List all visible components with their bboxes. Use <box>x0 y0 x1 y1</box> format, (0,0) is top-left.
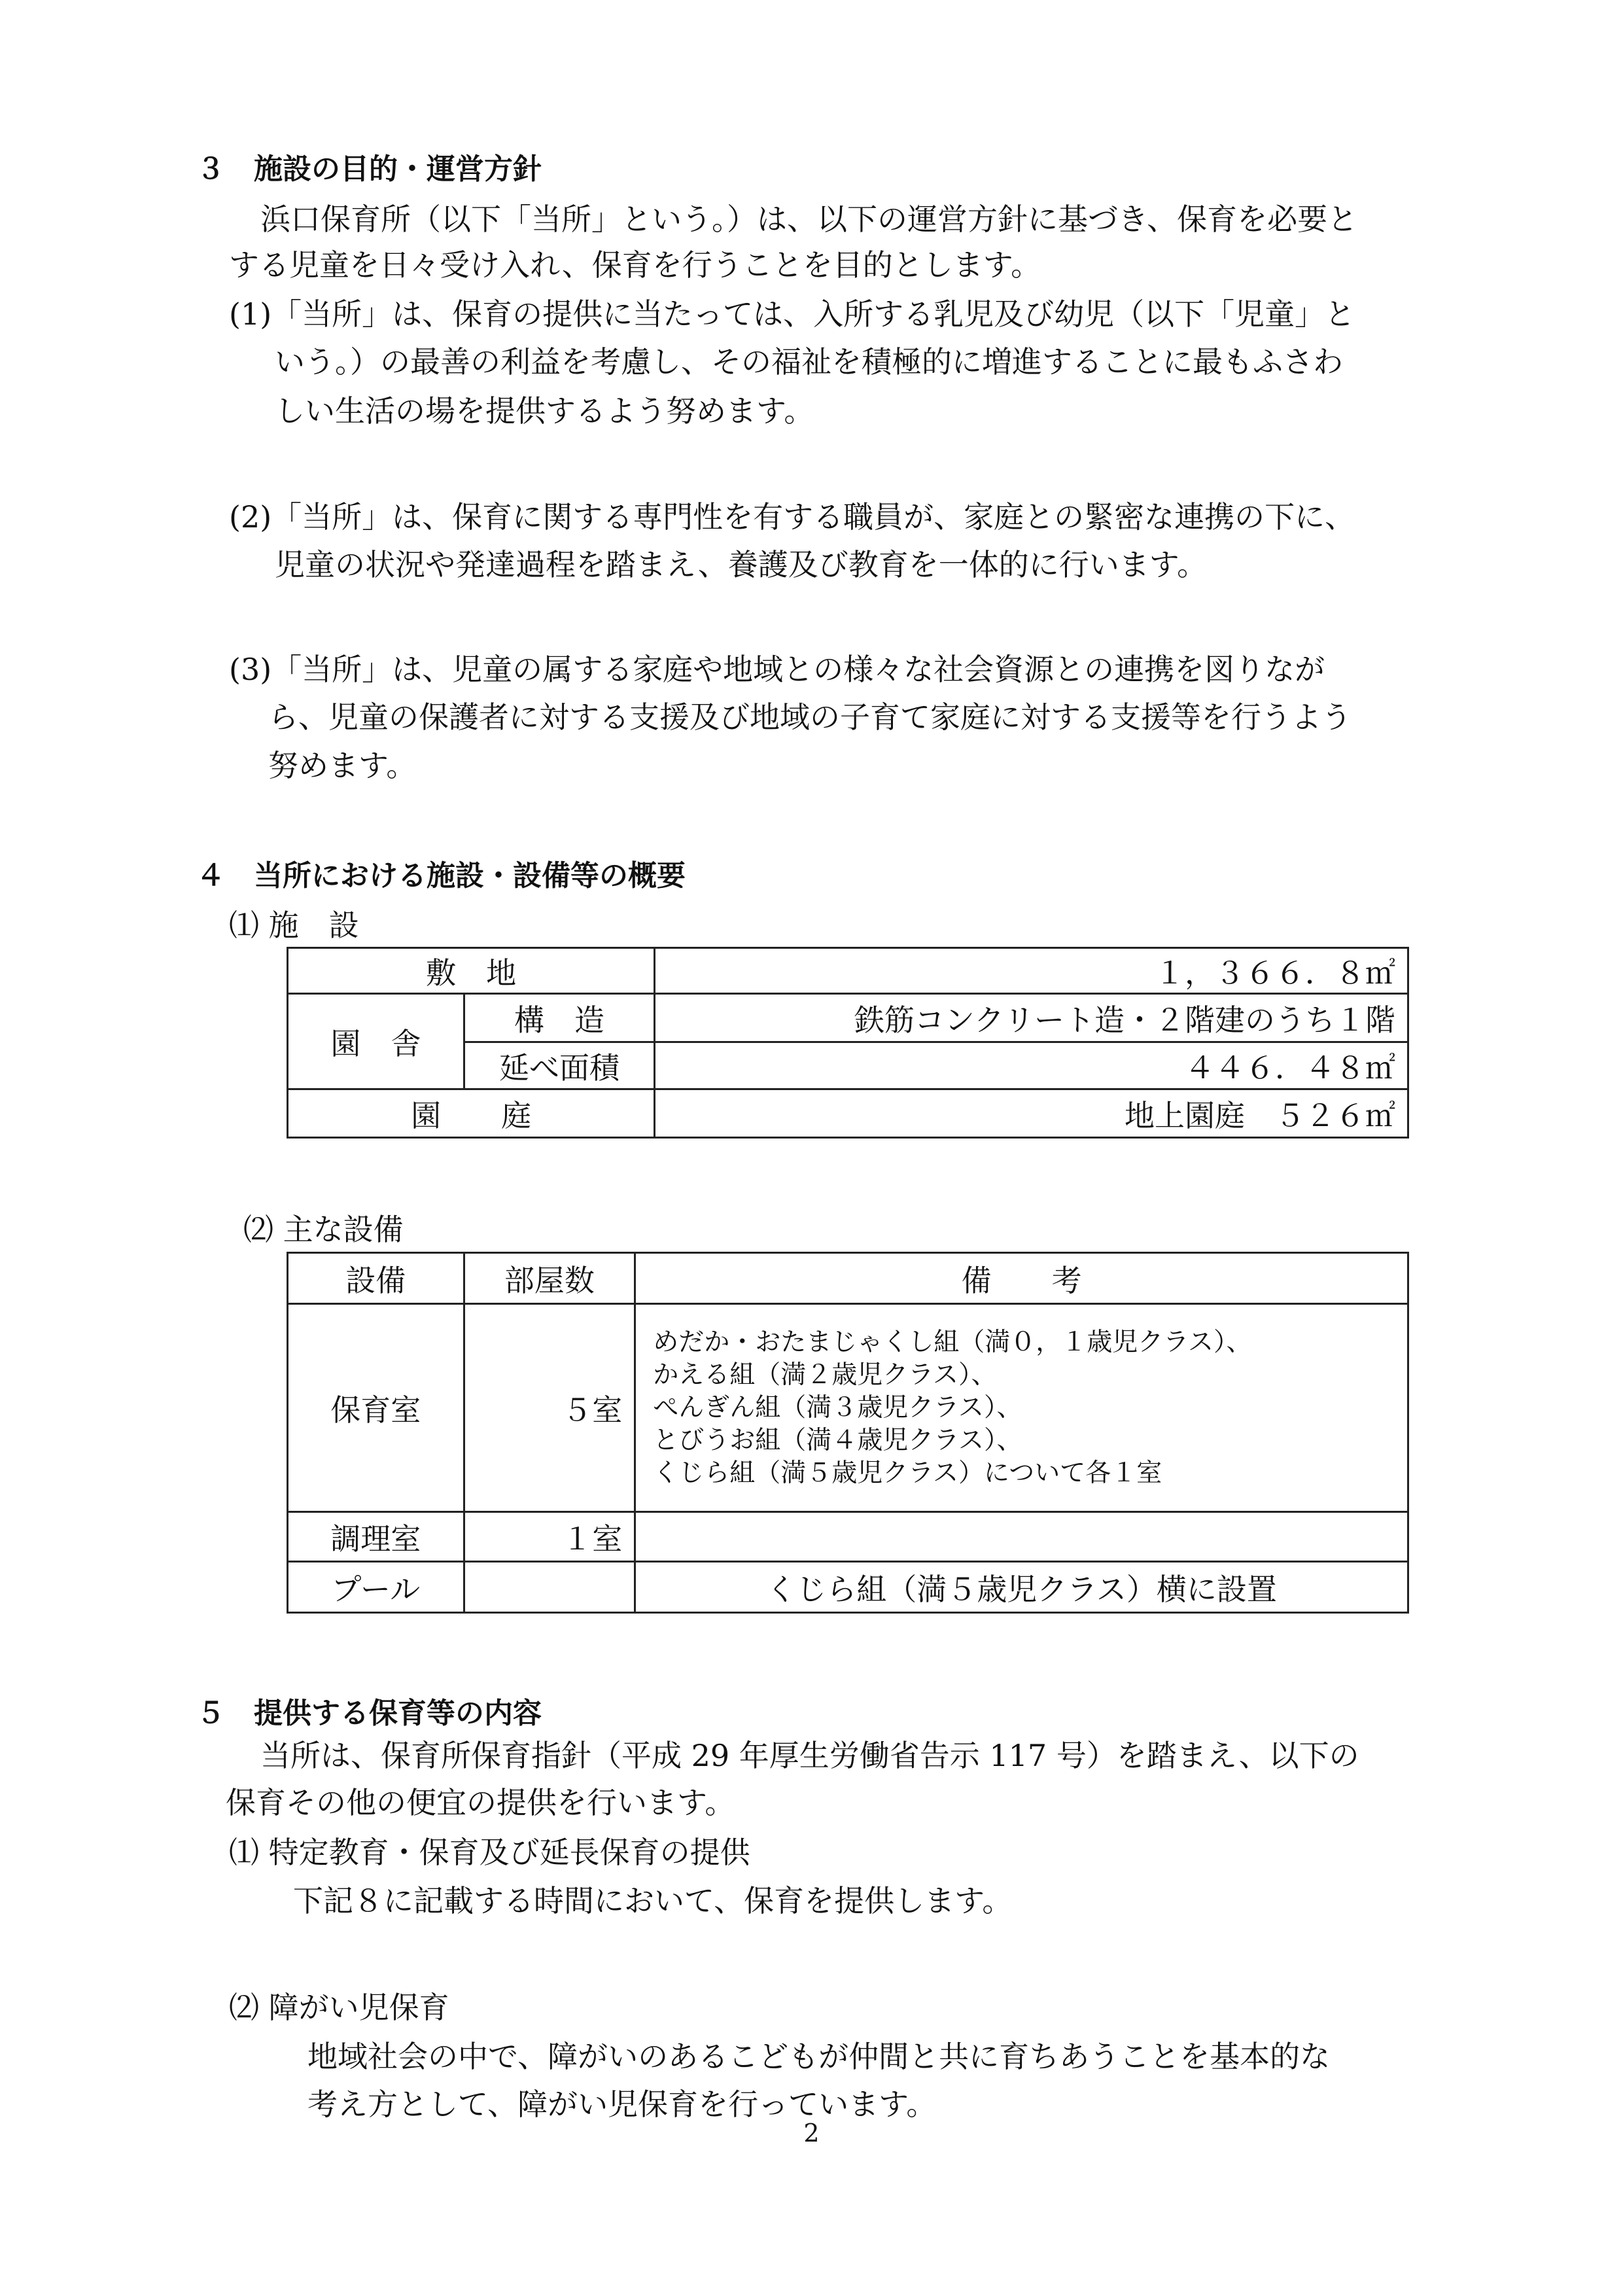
site-value: １，３６６．８㎡ <box>655 948 1408 994</box>
section-4-heading: ４ 当所における施設・設備等の概要 <box>196 859 686 892</box>
floor-area-label: 延べ面積 <box>464 1042 655 1089</box>
note-line: くじら組（満５歳児クラス）について各１室 <box>653 1458 1162 1488</box>
structure-label: 構 造 <box>464 994 655 1042</box>
facility-title: ⑴ 施 設 <box>229 908 359 943</box>
equipment-table <box>287 1252 1409 1614</box>
service-2-body-line-1: 地域社会の中で、障がいのあるこどもが仲間と共に育ちあうことを基本的な <box>307 2039 1331 2074</box>
item-3-line-3: 努めます。 <box>268 748 417 783</box>
site-label: 敷 地 <box>288 948 655 994</box>
service-2-body-line-2: 考え方として、障がい児保育を行っています。 <box>307 2087 937 2122</box>
note-line: かえる組（満２歳児クラス）、 <box>653 1360 997 1390</box>
kitchen-count: １室 <box>464 1512 635 1562</box>
nursery-room-count: ５室 <box>464 1304 635 1512</box>
header-equipment: 設備 <box>288 1253 464 1304</box>
garden-value: 地上園庭 ５２６㎡ <box>655 1089 1408 1138</box>
item-1-line-3: しい生活の場を提供するよう努めます。 <box>275 393 814 429</box>
facility-table <box>287 947 1409 1139</box>
page-number: 2 <box>803 2119 820 2147</box>
item-3-line-2: ら、児童の保護者に対する支援及び地域の子育て家庭に対する支援等を行うよう <box>268 699 1352 735</box>
item-1-line-2: いう。）の最善の利益を考慮し、その福祉を積極的に増進することに最もふさわ <box>275 344 1343 380</box>
note-line: めだか・おたまじゃくし組（満０，１歳児クラス）、 <box>653 1327 1252 1357</box>
pool-count <box>464 1562 635 1613</box>
floor-area-value: ４４６．４８㎡ <box>655 1042 1408 1089</box>
note-line: とびうお組（満４歳児クラス）、 <box>653 1425 1022 1455</box>
nursery-room-notes <box>635 1304 1408 1512</box>
section-5-intro-line-2: 保育その他の便宜の提供を行います。 <box>226 1785 735 1820</box>
item-3-line-1: (3)「当所」は、児童の属する家庭や地域との様々な社会資源との連携を図りなが <box>229 652 1325 687</box>
section-3-heading: ３ 施設の目的・運営方針 <box>196 152 542 186</box>
item-2-line-1: (2)「当所」は、保育に関する専門性を有する職員が、家庭との緊密な連携の下に、 <box>229 499 1355 535</box>
kitchen-label: 調理室 <box>288 1512 464 1562</box>
pool-label: プール <box>288 1562 464 1613</box>
equipment-title: ⑵ 主な設備 <box>243 1212 404 1247</box>
service-1-title: ⑴ 特定教育・保育及び延長保育の提供 <box>229 1835 750 1870</box>
header-remarks: 備 考 <box>635 1253 1408 1304</box>
item-1-line-1: (1)「当所」は、保育の提供に当たっては、入所する乳児及び幼児（以下「児童」と <box>229 296 1355 332</box>
header-room-count: 部屋数 <box>464 1253 635 1304</box>
pool-note: くじら組（満５歳児クラス）横に設置 <box>635 1562 1408 1613</box>
section-3-intro-line-2: する児童を日々受け入れ、保育を行うことを目的とします。 <box>229 247 1041 283</box>
service-2-title: ⑵ 障がい児保育 <box>229 1990 449 2025</box>
section-5-intro-line-1: 当所は、保育所保育指針（平成 29 年厚生労働省告示 117 号）を踏まえ、以下の <box>260 1738 1359 1773</box>
item-2-line-2: 児童の状況や発達過程を踏まえ、養護及び教育を一体的に行います。 <box>275 547 1208 582</box>
note-line: ぺんぎん組（満３歳児クラス）、 <box>653 1392 1022 1422</box>
section-3-intro-line-1: 浜口保育所（以下「当所」という。）は、以下の運営方針に基づき、保育を必要と <box>260 202 1358 237</box>
building-label: 園 舎 <box>288 994 464 1089</box>
nursery-room-label: 保育室 <box>288 1304 464 1512</box>
section-5-heading: ５ 提供する保育等の内容 <box>196 1697 542 1730</box>
kitchen-note <box>635 1512 1408 1562</box>
garden-label: 園 庭 <box>288 1089 655 1138</box>
service-1-body: 下記８に記載する時間において、保育を提供します。 <box>293 1883 1013 1918</box>
structure-value: 鉄筋コンクリート造・２階建のうち１階 <box>655 994 1408 1042</box>
